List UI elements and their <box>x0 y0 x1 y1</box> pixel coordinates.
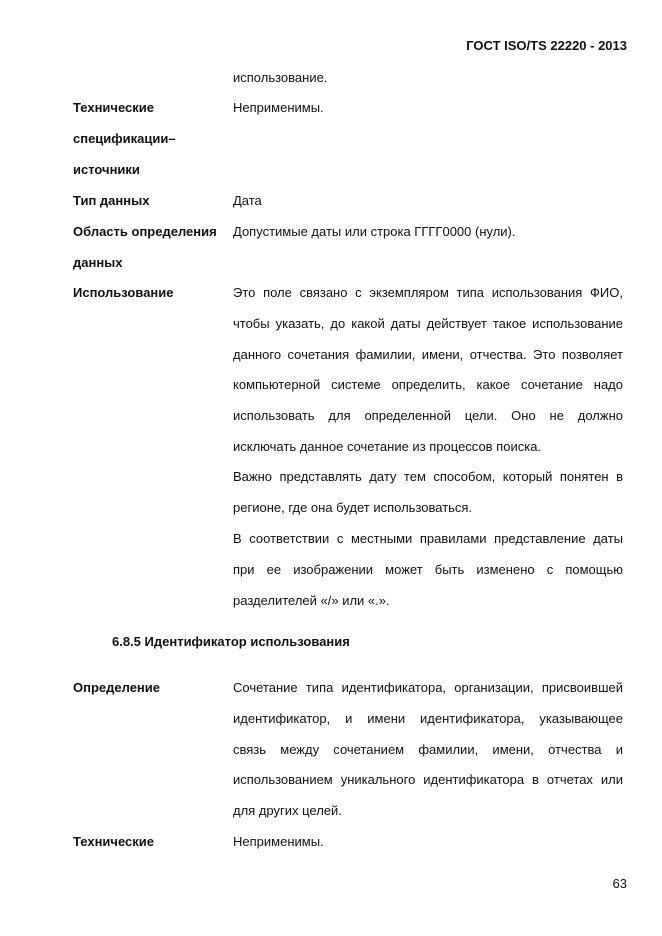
usage-line: чтобы указать, до какой даты действует такое использование <box>233 316 623 331</box>
value-data-type: Дата <box>233 193 262 208</box>
usage-line: при ее изображении может быть изменено с помощью <box>233 562 623 577</box>
label-data-type: Тип данных <box>73 193 150 208</box>
label-tech-specs-line-2: спецификации– <box>73 131 176 146</box>
definition-line: Сочетание типа идентификатора, организации, присвоившей <box>233 680 623 695</box>
definition-line: использованием уникального идентификатора в отчетах или <box>233 772 623 787</box>
value-tech-bottom: Неприменимы. <box>233 834 324 849</box>
label-usage: Использование <box>73 285 174 300</box>
usage-line: компьютерной системе определить, какое сочетание надо <box>233 377 623 392</box>
value-domain: Допустимые даты или строка ГГГГ0000 (нули). <box>233 224 516 239</box>
usage-line: использовать для определенной цели. Оно не должно <box>233 408 623 423</box>
continuation-text: использование. <box>233 70 328 85</box>
usage-line: регионе, где она будет использоваться. <box>233 500 473 515</box>
usage-line: разделителей «/» или «.». <box>233 593 390 608</box>
usage-line: Это поле связано с экземпляром типа использования ФИО, <box>233 285 623 300</box>
usage-line: исключать данное сочетание из процессов поиска. <box>233 439 542 454</box>
definition-line: для других целей. <box>233 803 342 818</box>
value-tech-specs: Неприменимы. <box>233 100 324 115</box>
label-domain-line-2: данных <box>73 255 123 270</box>
usage-line: В соответствии с местными правилами представление даты <box>233 531 623 546</box>
document-header: ГОСТ ISO/TS 22220 - 2013 <box>466 38 627 53</box>
definition-line: идентификатор, и имени идентификатора, указывающее <box>233 711 623 726</box>
label-definition: Определение <box>73 680 161 695</box>
usage-line: данного сочетания фамилии, имени, отчества. Это позволяет <box>233 347 623 362</box>
label-tech-specs-line-3: источники <box>73 162 140 177</box>
label-tech-bottom: Технические <box>73 834 154 849</box>
label-domain-line-1: Область определения <box>73 224 217 239</box>
usage-line: Важно представлять дату тем способом, который понятен в <box>233 469 623 484</box>
page-number: 63 <box>612 876 627 891</box>
label-tech-specs-line-1: Технические <box>73 100 154 115</box>
section-heading: 6.8.5 Идентификатор использования <box>112 634 350 649</box>
definition-line: связь между сочетанием фамилии, имени, отчества и <box>233 742 623 757</box>
